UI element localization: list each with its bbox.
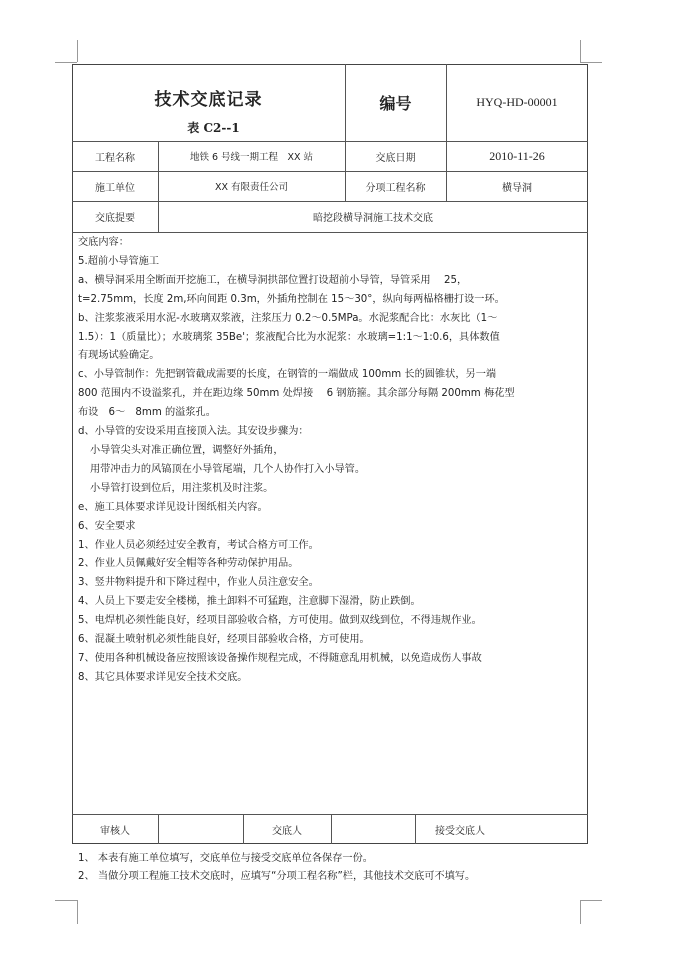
subproject-label: 分项工程名称 xyxy=(365,182,426,194)
construction-unit-label: 施工单位 xyxy=(95,182,135,194)
content-line: 小导管尖头对准正确位置，调整好外插角， xyxy=(90,444,284,456)
content-line: 5、电焊机必须性能良好，经项目部验收合格，方可使用。做到双线到位，不得违规作业。 xyxy=(78,615,482,627)
content-line: 6、混凝土喷射机必须性能良好，经项目部验收合格，方可使用。 xyxy=(78,634,370,646)
number-label: 编号 xyxy=(379,94,412,113)
footnote: 2、 当做分项工程施工技术交底时，应填写“分项工程名称”栏，其他技术交底可不填写。 xyxy=(78,871,476,882)
crop-mark xyxy=(580,900,602,901)
disclosure-content xyxy=(78,234,582,688)
content-line: d、小导管的安设采用直接顶入法。其安设步骤为： xyxy=(78,426,309,438)
discloser-label: 交底人 xyxy=(272,825,302,837)
content-line: 小导管打设到位后，用注浆机及时注浆。 xyxy=(90,482,274,494)
crop-mark xyxy=(55,900,77,901)
row-divider xyxy=(72,232,588,233)
summary-value: 暗挖段横导洞施工技术交底 xyxy=(313,213,433,224)
project-name-label: 工程名称 xyxy=(95,152,135,164)
document-title: 技术交底记录 xyxy=(154,89,263,110)
crop-mark xyxy=(580,62,602,63)
footnote: 1、 本表有施工单位填写，交底单位与接受交底单位各保存一份。 xyxy=(78,853,373,864)
content-line: 7、使用各种机械设备应按照该设备操作规程完成，不得随意乱用机械，以免造成伤人事故 xyxy=(78,652,482,664)
crop-mark xyxy=(580,40,581,62)
content-line: a、横导洞采用全断面开挖施工，在横导洞拱部位置打设超前小导管，导管采用 25， xyxy=(78,274,468,286)
receiver-signature-field[interactable] xyxy=(505,814,588,844)
date-label: 交底日期 xyxy=(375,152,416,164)
crop-mark xyxy=(55,62,77,63)
date-value: 2010-11-26 xyxy=(489,148,545,163)
content-line: 1、作业人员必须经过安全教育，考试合格方可工作。 xyxy=(78,539,319,551)
content-line: 800 范围内不设溢浆孔，并在距边缘 50mm 处焊接 6 钢筋箍。其余部分每隔 200mm 梅花型 xyxy=(78,388,515,400)
content-line: 1.5）：1（质量比）；水玻璃浆 35Be'；浆液配合比为水泥浆：水玻璃=1:1～1:0.6，具体数值 xyxy=(78,331,500,343)
construction-unit-value: XX 有限责任公司 xyxy=(214,182,289,193)
content-line: 5.超前小导管施工 xyxy=(78,255,160,267)
content-line: 3、竖井物料提升和下降过程中，作业人员注意安全。 xyxy=(78,577,319,589)
content-line: 8、其它具体要求详见安全技术交底。 xyxy=(78,671,248,683)
content-line: 布设 6～ 8mm 的溢浆孔。 xyxy=(78,407,216,419)
reviewer-label: 审核人 xyxy=(100,825,130,837)
content-line: 用带冲击力的风镐顶在小导管尾端，几个人协作打入小导管。 xyxy=(90,463,366,475)
number-value: HYQ-HD-00001 xyxy=(476,95,558,109)
summary-label: 交底提要 xyxy=(95,213,135,224)
crop-mark xyxy=(77,900,78,924)
content-line: 4、人员上下要走安全楼梯，推土卸料不可猛跑，注意脚下湿滑，防止跌倒。 xyxy=(78,596,421,608)
content-line: e、施工具体要求详见设计图纸相关内容。 xyxy=(78,501,268,513)
receiver-label: 接受交底人 xyxy=(435,825,485,837)
content-line: 6、安全要求 xyxy=(78,520,136,532)
content-line: 2、作业人员佩戴好安全帽等各种劳动保护用品。 xyxy=(78,558,299,570)
content-line: t=2.75mm，长度 2m,环向间距 0.3m，外插角控制在 15～30°，纵向每两榀格栅打设一环。 xyxy=(78,293,505,305)
form-number: 表 C2--1 xyxy=(187,120,240,135)
content-line: b、注浆浆液采用水泥-水玻璃双浆液，注浆压力 0.2～0.5MPa。水泥浆配合比：水灰比（1～ xyxy=(78,312,498,324)
project-name-value: 地铁 6 号线一期工程 XX 站 xyxy=(189,152,314,163)
crop-mark xyxy=(77,40,78,62)
reviewer-signature-field[interactable] xyxy=(158,814,243,844)
content-line: 交底内容： xyxy=(78,237,129,248)
content-line: 有现场试验确定。 xyxy=(78,350,160,362)
content-line: c、小导管制作：先把钢管截成需要的长度，在钢管的一端做成 100mm 长的圆锥状，另一端 xyxy=(78,369,497,381)
discloser-signature-field[interactable] xyxy=(331,814,415,844)
crop-mark xyxy=(580,900,581,924)
subproject-value: 横导洞 xyxy=(502,182,532,194)
